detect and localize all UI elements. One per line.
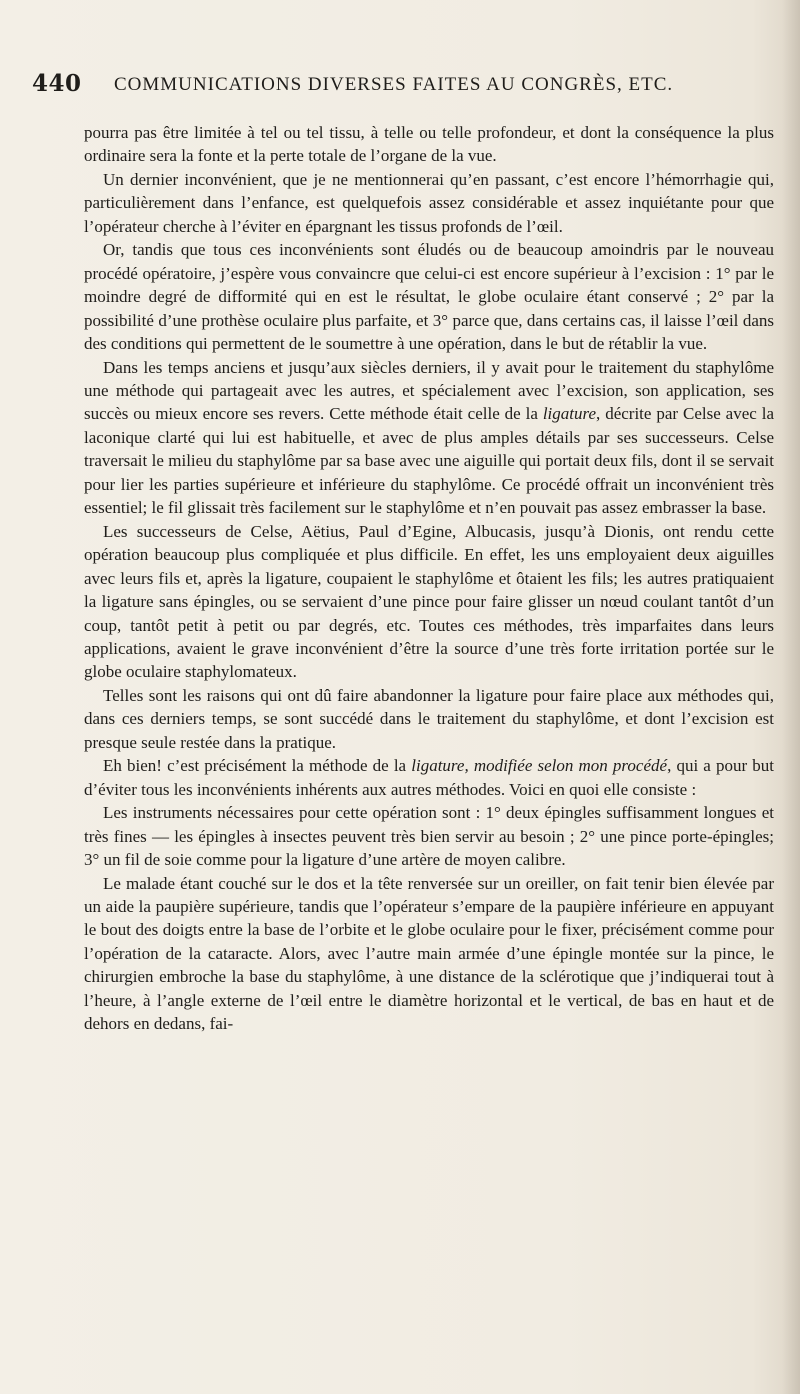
paragraph <box>84 754 774 801</box>
page-edge-shadow <box>782 0 800 1394</box>
page-number: 440 <box>32 70 82 97</box>
page-header <box>32 70 772 100</box>
paragraph: Telles sont les raisons qui ont dû faire abandonner la ligature pour faire place aux méthodes qui, dans ces derniers temps, se sont succédé dans le traitement du staphylôme, et dont l’excision est presque seule restée dans la pratique. <box>84 685 774 752</box>
body-text <box>84 121 774 1036</box>
paragraph: Les successeurs de Celse, Aëtius, Paul d’Egine, Albucasis, jusqu’à Dionis, ont rendu cette opération beaucoup plus compliquée et plus difficile. En effet, les uns employaient deux aiguilles avec leurs fils et, après la ligature, coupaient le staphylôme et ôtaient les fils; les autres pratiquaient la ligature sans épingles, ou se servaient d’une pince pour faire glisser un nœud coulant tantôt d’un coup, tantôt petit à petit ou par degrés, etc. Toutes ces méthodes, très imparfaites dans leurs applications, avaient le grave inconvénient d’être la source d’une très forte irritation portée sur le globe oculaire staphylomateux. <box>84 521 774 682</box>
paragraph: Un dernier inconvénient, que je ne mentionnerai qu’en passant, c’est encore l’hémorrhagie qui, particulièrement dans l’enfance, est quelquefois assez considérable et assez inquiétante pour que l’opérateur cherche à l’éviter en épargnant les tissus profonds de l’œil. <box>84 169 774 236</box>
paragraph-text: Eh bien! c’est précisément la méthode de la <box>103 756 407 776</box>
paragraph: Or, tandis que tous ces inconvénients sont éludés ou de beaucoup amoindris par le nouveau procédé opératoire, j’espère vous convaincre que celui-ci est encore supérieur à l’excision : 1° par le moindre degré de difformité qui en est le résultat, le globe oculaire étant conservé ; 2° par la possibilité d’une prothèse oculaire plus parfaite, et 3° parce que, dans certains cas, il laisse l’œil dans des conditions qui permettent de le soumettre à une opération, dans le but de rétablir la vue. <box>84 240 774 354</box>
emphasis-ligature: ligature <box>542 404 597 424</box>
running-title: COMMUNICATIONS DIVERSES FAITES AU CONGRÈS, ETC. <box>114 74 674 95</box>
paragraph: Les instruments nécessaires pour cette opération sont : 1° deux épingles suffisamment longues et très fines — les épingles à insectes peuvent très bien servir au besoin ; 2° une pince porte-épingles; 3° un fil de soie comme pour la ligature d’une artère de moyen calibre. <box>84 803 774 870</box>
paragraph: pourra pas être limitée à tel ou tel tissu, à telle ou telle profondeur, et dont la conséquence la plus ordinaire sera la fonte et la perte totale de l’organe de la vue. <box>84 123 774 166</box>
emphasis-modified-ligature: ligature, modifiée selon mon procédé <box>411 756 668 776</box>
paragraph-text: Dans les temps anciens et jusqu’aux siècles derniers, il y avait pour le traitement du staphylôme une méthode qui partageait avec les autres, et spécialement avec l’excision, son application, ses succès ou mieux encore ses revers. Cette méthode était celle de la <box>84 357 774 424</box>
paragraph <box>84 356 774 520</box>
paragraph-text: , décrite par Celse avec la laconique clarté qui lui est habituelle, et avec de plus amples détails par ses successeurs. Celse traversait le milieu du staphylôme par sa base avec une aiguille qui portait deux fils, dont il se servait pour lier les parties supérieure et inférieure du staphylôme. Ce procédé offrait un inconvénient très essentiel; le fil glissait très facilement sur le staphylôme et n’en pouvait pas assez embrasser la base. <box>84 404 775 518</box>
paragraph-text: , qui a pour but d’éviter tous les inconvénients inhérents aux autres méthodes. Voici en quoi elle consiste : <box>84 756 775 799</box>
paragraph: Le malade étant couché sur le dos et la tête renversée sur un oreiller, on fait tenir bien élevée par un aide la paupière supérieure, tandis que l’opérateur s’empare de la paupière inférieure en appuyant le bout des doigts entre la base de l’orbite et le globe oculaire pour le fixer, précisément comme pour l’opération de la cataracte. Alors, avec l’autre main armée d’une épingle montée sur la pince, le chirurgien embroche la base du staphylôme, à une distance de la sclérotique que j’indiquerai tout à l’heure, à l’angle externe de l’œil entre le diamètre horizontal et le vertical, de bas en haut et de dehors en dedans, fai- <box>84 873 774 1034</box>
